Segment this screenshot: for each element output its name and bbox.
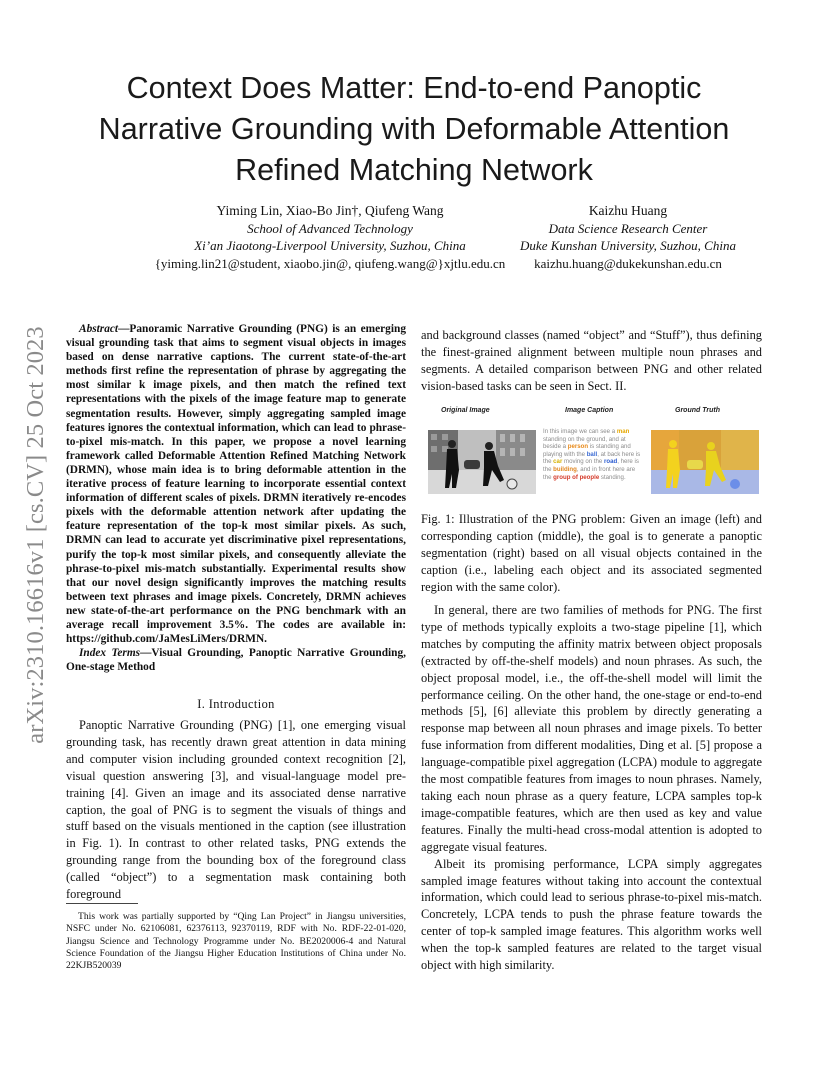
title-line-1: Context Does Matter: End-to-end Panoptic (126, 71, 702, 105)
caption-fragment: In this image we can see a (543, 428, 617, 435)
index-terms-text: —Visual Grounding, Panoptic Narrative Grounding, One-stage Method (66, 647, 406, 674)
caption-building: building (553, 465, 577, 473)
abstract (66, 322, 406, 674)
right-column-body (421, 602, 762, 974)
paper-title (60, 68, 768, 191)
section-heading: I. Introduction (197, 697, 275, 711)
caption-ball: ball (586, 450, 598, 458)
author-dept-right: Data Science Research Center (548, 220, 708, 236)
right-paragraph-2: In general, there are two families of methods for PNG. The first type of methods typically exploits a two-stage pipeline [1], which matches by computing the affinity matrix between object proposals (extracted by off-the-shelf models) and noun phrases. As such, the object proposal model, i.e., the off-the-shell model will limit the performance ceiling. On the other hand, the one-stage or end-to-end methods [5], [6] alleviate this problem by directly generating a response map between all noun phrases and image pixels. To better fuse information from different modalities, Ding et al. [5] propose a language-compatible pixel aggregation (LCPA) module to aggregate the most compatible features from images to noun phrases. Namely, taking each noun phrase as a query feature, LCPA samples top-k image-compatible features, which are then used as key and value features. Finally the multi-head cross-modal attention is adopted to aggregate visual features. (421, 603, 762, 854)
caption-fragment: standing. (599, 473, 626, 481)
caption-fragment: , and in front here are the (543, 465, 636, 481)
original-image (428, 430, 536, 494)
footnote: This work was partially supported by “Qing Lan Project” in Jiangsu universities, NSFC under No. 62106081, 62376113, 92370119, RDF with No. RDF-22-01-020, Jiangsu Science and Technology Programme under No. BE2020006-4 and Natural Science Foundation of the Jiangsu Higher Education Institutions of China under No. 22KJB520039 (66, 911, 406, 972)
figure-head-truth: Ground Truth (675, 407, 720, 414)
figure-caption-body: Fig. 1: Illustration of the PNG problem: Given an image (left) and corresponding caption (middle), the goal is to generate a panoptic segmentation (right) based on all visual objects contained in the caption (i.e., labeling each object and its associated segmented region with the same color). (421, 512, 762, 594)
right-paragraph-top: and background classes (named “object” and “Stuff”), thus defining the finest-grained alignment between multiple noun phrases and segments. A detailed comparison between PNG and other related vision-based tasks can be seen in Sect. II. (421, 328, 762, 393)
author-email-right: kaizhu.huang@dukekunshan.edu.cn (534, 255, 722, 271)
arxiv-id-text: arXiv:2310.16616v1 [cs.CV] 25 Oct 2023 (22, 326, 49, 744)
intro-paragraph (66, 717, 406, 903)
caption-person: person (567, 443, 589, 451)
arxiv-identifier (20, 300, 52, 770)
caption-fragment: , at back here is the (543, 450, 641, 466)
footnote-rule (66, 903, 138, 904)
title-line-3: Refined Matching Network (235, 153, 593, 187)
figure-1-caption (421, 511, 762, 596)
author-block-right (478, 202, 778, 272)
author-names-right: Kaizhu Huang (588, 203, 668, 218)
figure-head-original: Original Image (441, 407, 490, 414)
caption-fragment: moving on the (562, 458, 604, 466)
figure-1 (421, 404, 762, 504)
right-paragraph-3: Albeit its promising performance, LCPA simply aggregates sampled image features without taking into account the contextual information, which could lead to serious phrase-to-pixel mis-match. Concretely, LCPA tends to push the phrase feature towards the center of top-k sampled image features. This algorithm works well when the top-k sampled features are related to the target visual object with high similarity. (421, 856, 762, 973)
caption-group-of-people: group of people (553, 473, 600, 481)
caption-fragment: standing on the ground, and at beside a (543, 435, 626, 451)
intro-text: Panoptic Narrative Grounding (PNG) [1], one emerging visual grounding task, has recently drawn great attention in data mining and computer vision including grounded context recognition [2], visual question answering [3], and visual-language model pre-training [4]. Given an image and its associated dense narrative caption, the goal of PNG is to segment the visuals of things and stuff based on the visuals mentioned in the caption (see illustration in Fig. 1). In contrast to other related tasks, PNG extends the grounding range from the bounding box of the foreground class (called “object”) to a segmentation mask containing both foreground (66, 718, 406, 902)
index-terms-label: Index Terms (79, 647, 141, 660)
figure-head-caption: Image Caption (565, 407, 614, 414)
author-names-left: Yiming Lin, Xiao-Bo Jin†, Qiufeng Wang (216, 203, 444, 218)
abstract-text: —Panoramic Narrative Grounding (PNG) is an emerging visual grounding task that aims to segment visual objects in images based on dense narrative captions. The current state-of-the-art methods first refine the representation of phrase by aggregating the most similar k image pixels, and then match the refined text representations with the pixels of the image feature map to generate segmentation results. However, simply aggregating sampled image features ignores the contextual information, which can lead to phrase-to-pixel mis-match. In this paper, we propose a novel learning framework called Deformable Attention Refined Matching Network (DRMN), whose main idea is to bring deformable attention in the iterative process of feature learning to incorporate essential context information of different scales of pixels. DRMN iteratively re-encodes pixels with the deformable attention network after updating the feature representation of the top-k most similar pixels. As such, DRMN can lead to accurate yet discriminative pixel representations, purify the top-k most similar pixels, and consequently alleviate the phrase-to-pixel mis-match substantially. Experimental results show that our novel design significantly improves the matching results between text phrases and image pixels. Concretely, DRMN achieves new state-of-the-art performance on the PNG benchmark with an average recall improvement 3.5%. The codes are available in: https://github.com/JaMesLiMers/DRMN. (66, 323, 406, 646)
title-line-2: Narrative Grounding with Deformable Attention (98, 112, 730, 146)
author-univ-right: Duke Kunshan University, Suzhou, China (520, 238, 736, 253)
caption-fragment: is standing and playing with the (543, 443, 631, 458)
figure-caption-text (543, 428, 641, 481)
caption-car: car (553, 458, 563, 466)
author-dept-left: School of Advanced Technology (247, 220, 413, 236)
abstract-label: Abstract (79, 323, 119, 335)
caption-fragment: , here is the (543, 458, 639, 473)
caption-road: road (604, 458, 618, 466)
ground-truth-image (651, 430, 759, 494)
caption-man: man (616, 428, 630, 435)
right-column-top (421, 327, 762, 395)
author-univ-left: Xi’an Jiaotong-Liverpool University, Suzhou, China (194, 238, 466, 253)
author-email-left: {yiming.lin21@student, xiaobo.jin@, qiufeng.wang@}xjtlu.edu.cn (154, 255, 506, 271)
